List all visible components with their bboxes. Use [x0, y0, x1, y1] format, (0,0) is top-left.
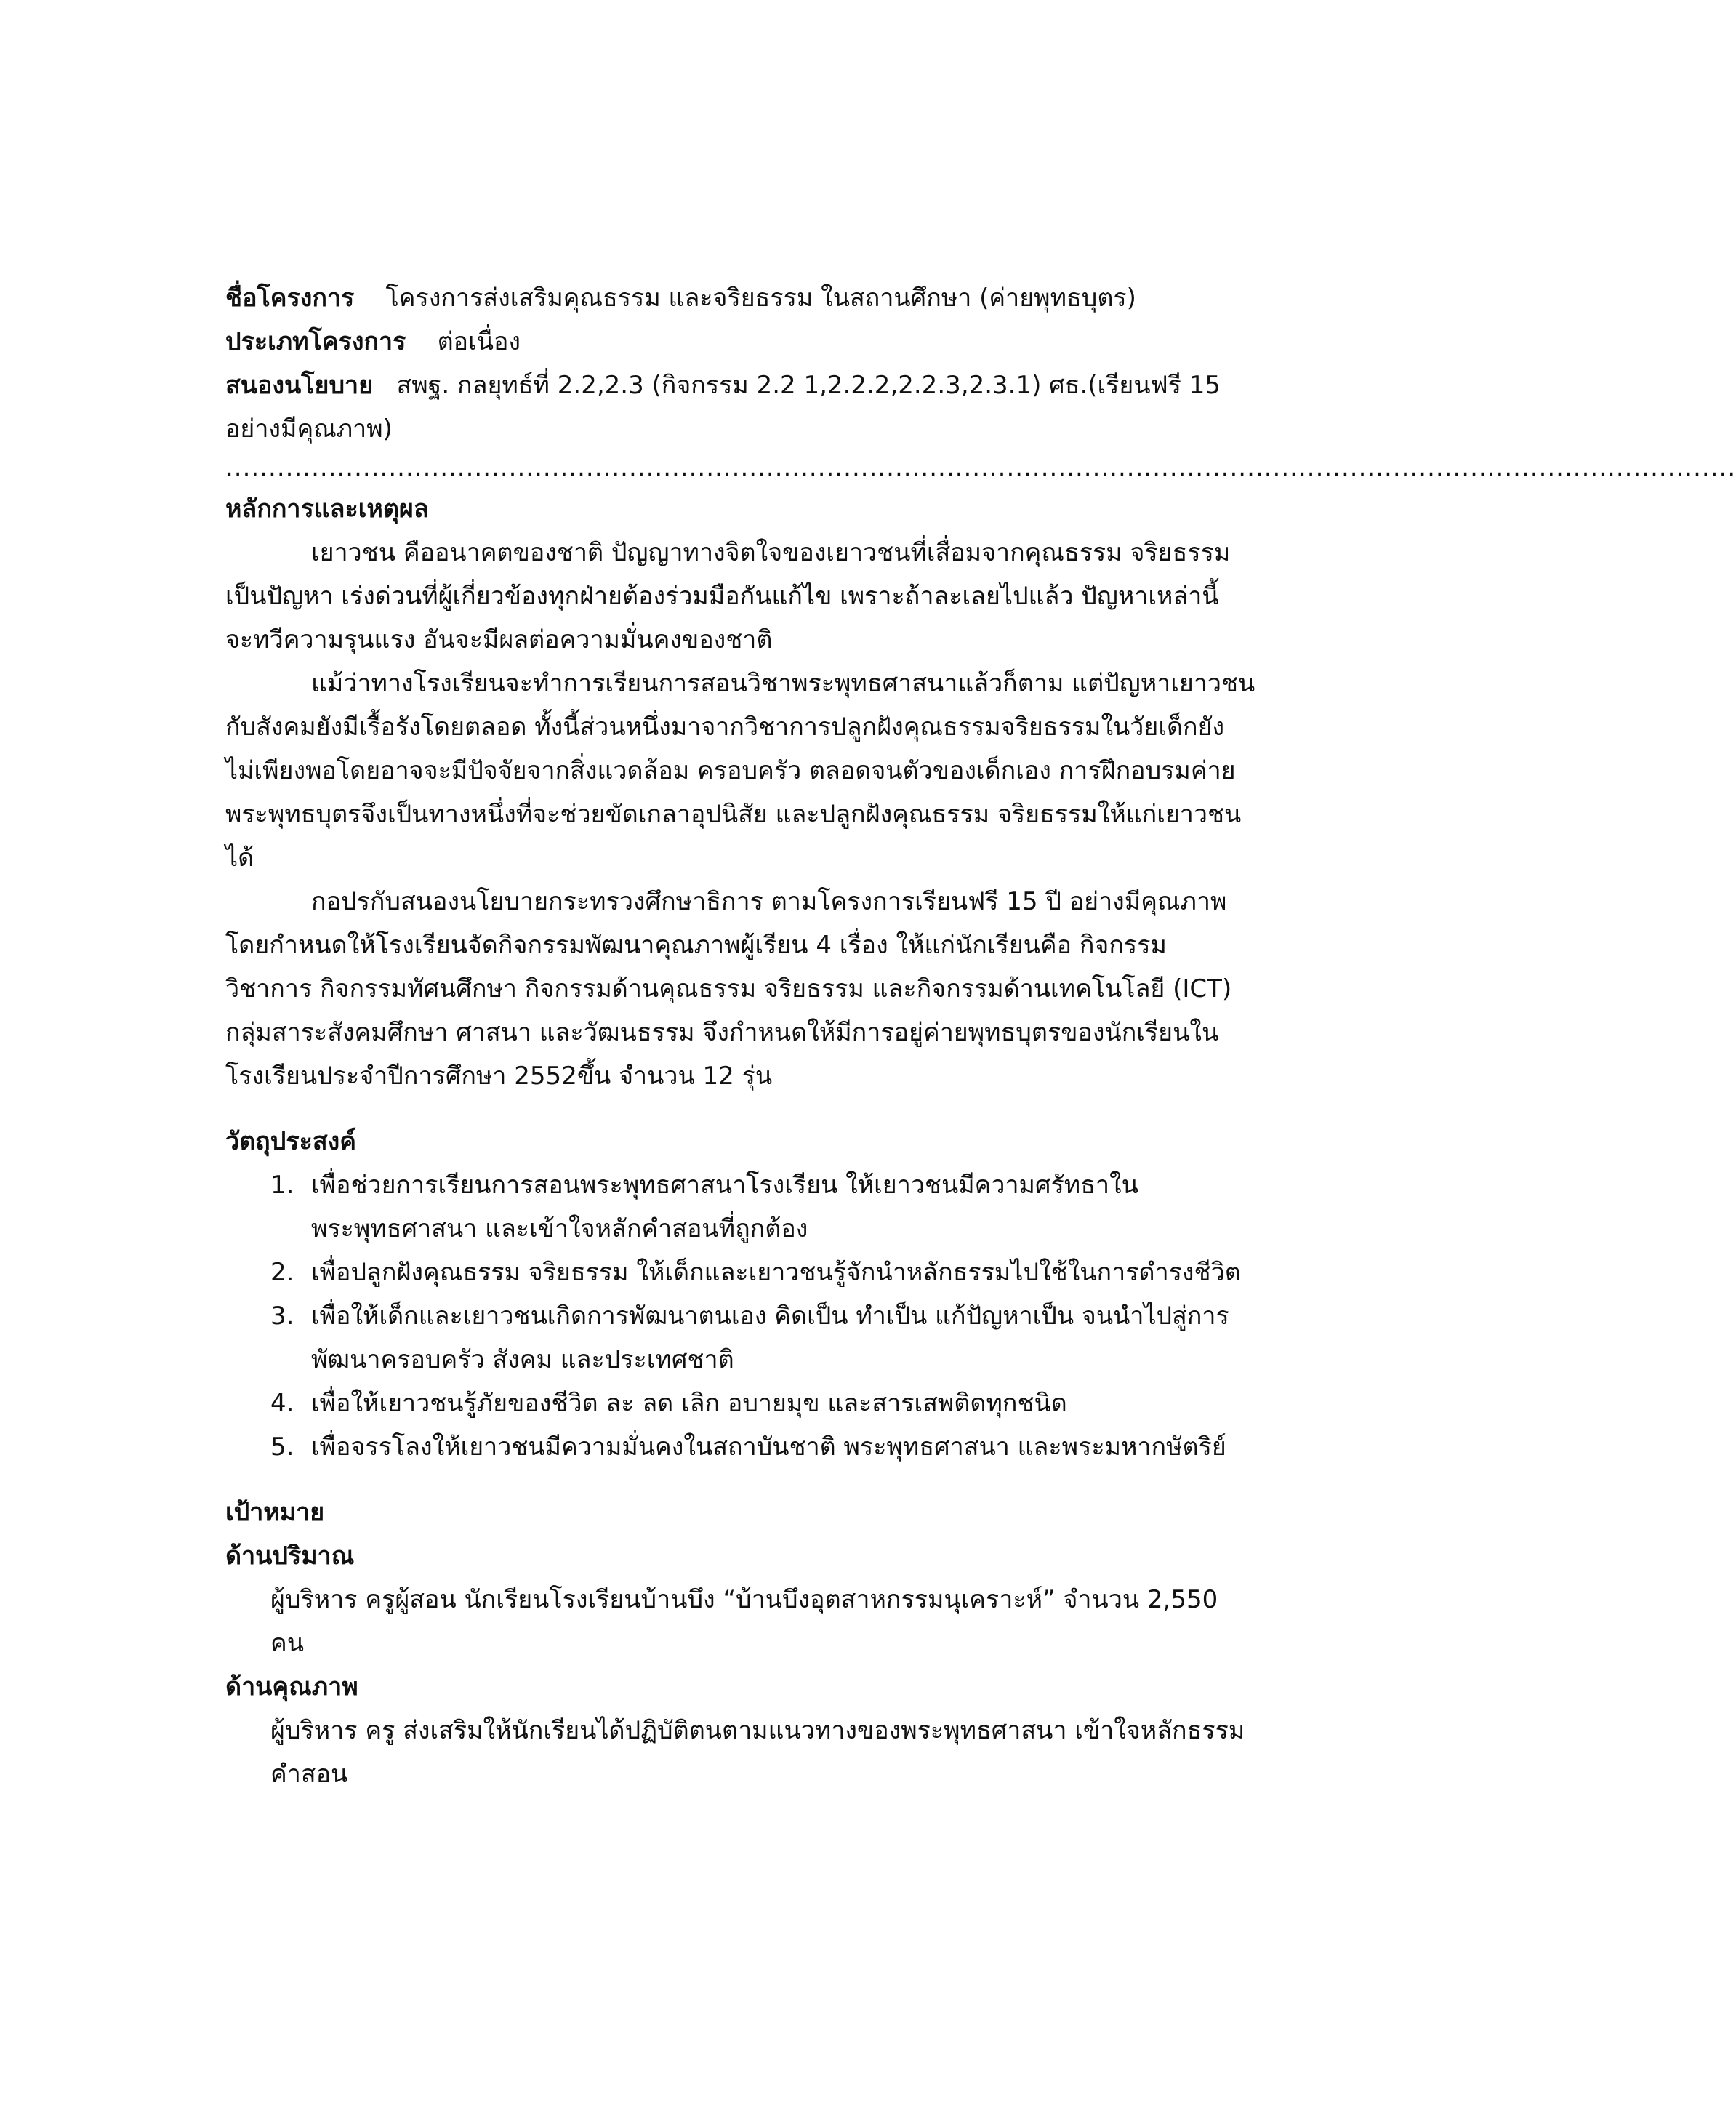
objective-item: [225, 1294, 1272, 1382]
rationale-p3-line: กอปรกับสนองนโยบายกระทรวงศึกษาธิการ ตามโครงการเรียนฟรี 15 ปี อย่างมีคุณภาพ: [311, 887, 1227, 916]
quantity-line: ผู้บริหาร ครูผู้สอน นักเรียนโรงเรียนบ้านบึง “บ้านบึงอุตสาหกรรมนุเคราะห์” จำนวน 2,550: [270, 1585, 1218, 1614]
rationale-p3-line: โรงเรียนประจำปีการศึกษา 2552ขึ้น จำนวน 12 รุ่น: [225, 1062, 773, 1091]
rationale-heading: หลักการและเหตุผล: [225, 494, 429, 524]
objectives-heading: วัตถุประสงค์: [225, 1127, 356, 1156]
policy-value-line2: อย่างมีคุณภาพ): [225, 414, 393, 444]
objective-item: [225, 1382, 1272, 1425]
rationale-p3-line: วิชาการ กิจกรรมทัศนศึกษา กิจกรรมด้านคุณธรรม จริยธรรม และกิจกรรมด้านเทคโนโลยี (ICT): [225, 974, 1232, 1003]
rationale-p1-line: เป็นปัญหา เร่งด่วนที่ผู้เกี่ยวข้องทุกฝ่ายต้องร่วมมือกันแก้ไข เพราะถ้าละเลยไปแล้ว ปัญหาเหล่านี้: [225, 582, 1219, 611]
rationale-p1-line: เยาวชน คืออนาคตของชาติ ปัญญาทางจิตใจของเยาวชนที่เสื่อมจากคุณธรรม จริยธรรม: [311, 538, 1231, 567]
objective-item: [225, 1163, 1272, 1251]
objective-line: เพื่อช่วยการเรียนการสอนพระพุทธศาสนาโรงเรียน ให้เยาวชนมีความศรัทธาใน: [311, 1171, 1138, 1200]
rationale-p3-line: โดยกำหนดให้โรงเรียนจัดกิจกรรมพัฒนาคุณภาพผู้เรียน 4 เรื่อง ให้แก่นักเรียนคือ กิจกรรม: [225, 931, 1167, 960]
objective-number: 1.: [270, 1171, 294, 1200]
project-type-label: ประเภทโครงการ: [225, 327, 406, 356]
objectives-list: [225, 1163, 1272, 1469]
project-type-value: ต่อเนื่อง: [437, 327, 521, 356]
objective-number: 4.: [270, 1389, 294, 1418]
rationale-paragraph-1: [225, 531, 1272, 662]
objective-line: เพื่อให้เด็กและเยาวชนเกิดการพัฒนาตนเอง คิดเป็น ทำเป็น แก้ปัญหาเป็น จนนำไปสู่การ: [311, 1302, 1229, 1331]
rationale-p3-line: กลุ่มสาระสังคมศึกษา ศาสนา และวัฒนธรรม จึงกำหนดให้มีการอยู่ค่ายพุทธบุตรของนักเรียนใน: [225, 1018, 1219, 1047]
objective-line: เพื่อปลูกฝังคุณธรรม จริยธรรม ให้เด็กและเยาวชนรู้จักนำหลักธรรมไปใช้ในการดำรงชีวิต: [311, 1258, 1241, 1287]
objective-item: [225, 1251, 1272, 1294]
rationale-p2-line: กับสังคมยังมีเรื้อรังโดยตลอด ทั้งนี้ส่วนหนึ่งมาจากวิชาการปลูกฝังคุณธรรมจริยธรรมในวัยเด็กยัง: [225, 713, 1225, 742]
objective-item: [225, 1425, 1272, 1469]
goals-heading: เป้าหมาย: [225, 1498, 325, 1527]
project-type-row: [225, 320, 1272, 364]
objective-number: 2.: [270, 1258, 294, 1287]
project-name-row: [225, 276, 1272, 320]
project-name-value: โครงการส่งเสริมคุณธรรม และจริยธรรม ในสถานศึกษา (ค่ายพุทธบุตร): [385, 284, 1136, 313]
quantity-line: คน: [270, 1629, 304, 1658]
quantity-heading: ด้านปริมาณ: [225, 1541, 355, 1571]
objective-line: พัฒนาครอบครัว สังคม และประเทศชาติ: [311, 1345, 734, 1374]
rationale-p2-line: ไม่เพียงพอโดยอาจจะมีปัจจัยจากสิ่งแวดล้อม ครอบครัว ตลอดจนตัวของเด็กเอง การฝึกอบรมค่าย: [225, 756, 1236, 785]
objective-line: พระพุทธศาสนา และเข้าใจหลักคำสอนที่ถูกต้อง: [311, 1214, 808, 1243]
objective-line: เพื่อจรรโลงให้เยาวชนมีความมั่นคงในสถาบันชาติ พระพุทธศาสนา และพระมหากษัตริย์: [311, 1432, 1226, 1462]
objective-number: 5.: [270, 1432, 294, 1462]
rationale-p2-line: พระพุทธบุตรจึงเป็นทางหนึ่งที่จะช่วยขัดเกลาอุปนิสัย และปลูกฝังคุณธรรม จริยธรรมให้แก่เยาวชน: [225, 800, 1242, 829]
quality-heading: ด้านคุณภาพ: [225, 1672, 358, 1701]
quality-line: คำสอน: [270, 1760, 348, 1789]
policy-row: [225, 364, 1272, 407]
objective-number: 3.: [270, 1302, 294, 1331]
policy-label: สนองนโยบาย: [225, 371, 374, 400]
project-name-label: ชื่อโครงการ: [225, 284, 355, 313]
quality-line: ผู้บริหาร ครู ส่งเสริมให้นักเรียนได้ปฏิบัติตนตามแนวทางของพระพุทธศาสนา เข้าใจหลักธรรม: [270, 1716, 1245, 1745]
document-page: [225, 276, 1736, 1796]
rationale-paragraph-2: [225, 662, 1272, 880]
rationale-p1-line: จะทวีความรุนแรง อันจะมีผลต่อความมั่นคงของชาติ: [225, 625, 773, 654]
policy-value-line1: สพฐ. กลยุทธ์ที่ 2.2,2.3 (กิจกรรม 2.2 1,2.2.2,2.2.3,2.3.1) ศธ.(เรียนฟรี 15: [396, 371, 1221, 400]
rationale-p2-line: ได้: [225, 843, 254, 873]
rationale-paragraph-3: [225, 880, 1272, 1098]
rationale-p2-line: แม้ว่าทางโรงเรียนจะทำการเรียนการสอนวิชาพระพุทธศาสนาแล้วก็ตาม แต่ปัญหาเยาวชน: [311, 669, 1255, 698]
objective-line: เพื่อให้เยาวชนรู้ภัยของชีวิต ละ ลด เลิก อบายมุข และสารเสพติดทุกชนิด: [311, 1389, 1067, 1418]
dotted-divider: ................................................................................................................................................................................: [225, 453, 1736, 482]
